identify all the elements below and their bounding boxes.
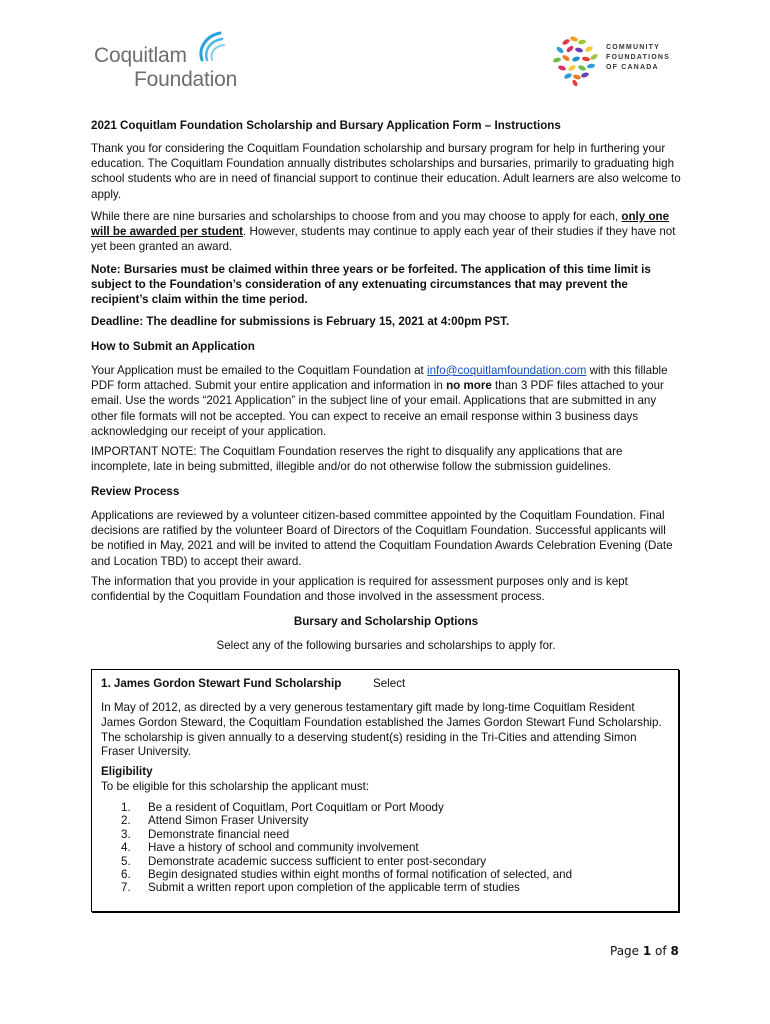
coquitlam-foundation-logo bbox=[92, 30, 242, 90]
eligibility-section bbox=[101, 765, 369, 795]
options-heading: Bursary and Scholarship Options bbox=[293, 615, 479, 628]
list-item bbox=[101, 828, 572, 841]
scholarship-name: 1. James Gordon Stewart Fund Scholarship bbox=[101, 677, 342, 690]
eligibility-list bbox=[101, 801, 572, 895]
list-number: 4. bbox=[121, 841, 131, 855]
choice-text-post: . However, students may continue to apply each year of their studies if they have not yet been granted an award. bbox=[91, 225, 676, 254]
scholarship-description: In May of 2012, as directed by a very generous testamentary gift made by long-time Coquitlam Resident James Gordon Steward, the Coquitlam Foundation established the James Gordon Stewart Fund Scholarship. The scholarship is given annually to a deserving student(s) residing in the Tri-Cities and attending Simon Fraser University. bbox=[101, 701, 662, 759]
criterion-text: Demonstrate academic success sufficient to enter post-secondary bbox=[148, 854, 487, 868]
email-link[interactable]: info@coquitlamfoundation.com bbox=[427, 364, 587, 377]
options-subheading: Select any of the following bursaries and scholarships to apply for. bbox=[216, 639, 556, 652]
criterion-text: Begin designated studies within eight months of formal notification of selected, and bbox=[148, 868, 573, 882]
community-foundations-canada-logo bbox=[552, 34, 692, 90]
list-number: 7. bbox=[121, 881, 131, 895]
criterion-text: Submit a written report upon completion of the applicable term of studies bbox=[148, 881, 520, 895]
eligibility-heading: Eligibility bbox=[101, 765, 153, 778]
page-number bbox=[610, 944, 679, 958]
list-number: 6. bbox=[121, 868, 131, 882]
how-text-mid: with this fillable PDF form attached. Submit your entire application and information in bbox=[91, 364, 668, 393]
list-item bbox=[101, 881, 572, 894]
criterion-text: Have a history of school and community involvement bbox=[148, 841, 419, 855]
privacy-paragraph: The information that you provide in your application is required for assessment purposes only and is kept confidential by the Coquitlam Foundation and those involved in the assessment process. bbox=[91, 575, 628, 604]
eligibility-intro: To be eligible for this scholarship the applicant must: bbox=[101, 779, 370, 793]
page-title: 2021 Coquitlam Foundation Scholarship and Bursary Application Form – Instructions bbox=[91, 119, 561, 132]
important-note: IMPORTANT NOTE: The Coquitlam Foundation reserves the right to disqualify any applications that are incomplete, late in being submitted, illegible and/or do not otherwise follow the submission guidelines. bbox=[91, 445, 623, 474]
cfc-line-1: COMMUNITY bbox=[606, 44, 660, 51]
list-item bbox=[101, 801, 572, 814]
deadline-paragraph: Deadline: The deadline for submissions is February 15, 2021 at 4:00pm PST. bbox=[91, 315, 510, 328]
list-item bbox=[101, 868, 572, 881]
list-item bbox=[101, 814, 572, 827]
scholarship-card bbox=[91, 669, 679, 912]
how-paragraph bbox=[91, 363, 681, 439]
cfc-wordmark bbox=[606, 43, 670, 73]
how-heading: How to Submit an Application bbox=[91, 340, 255, 353]
list-number: 5. bbox=[121, 854, 131, 868]
page-total: 8 bbox=[670, 944, 679, 958]
choice-text-pre: While there are nine bursaries and scholarships to choose from and you may choose to apply for each, bbox=[91, 210, 622, 223]
list-number: 2. bbox=[121, 814, 131, 828]
choice-paragraph bbox=[91, 209, 681, 255]
page-prefix: Page bbox=[610, 944, 643, 958]
review-paragraph: Applications are reviewed by a volunteer citizen-based committee appointed by the Coquitlam Foundation. Final decisions are ratified by the volunteer Board of Directors of the Coquitlam Foundation. Successful applicants will be notified in May, 2021 and will be invited to attend the Coquitlam Foundation Awards Celebration Evening (Date and Location TBD) to accept their award. bbox=[91, 509, 673, 568]
choice-emphasis: only one will be awarded per student bbox=[91, 210, 670, 239]
list-item bbox=[101, 841, 572, 854]
logo-word-foundation: Foundation bbox=[134, 68, 238, 91]
list-number: 3. bbox=[121, 827, 131, 841]
how-text-post: than 3 PDF files attached to your email. Use the words “2021 Application” in the subject line of your email. Applications that are submitted in any other file formats will not be accepted. You can expect to receive an email response within 3 business days acknowledging our receipt of your application. bbox=[91, 379, 664, 438]
how-emphasis: no more bbox=[446, 379, 492, 393]
criterion-text: Be a resident of Coquitlam, Port Coquitlam or Port Moody bbox=[148, 801, 444, 814]
criterion-text: Attend Simon Fraser University bbox=[148, 814, 309, 828]
maple-leaf-icon bbox=[552, 34, 602, 86]
select-field[interactable]: Select bbox=[373, 677, 406, 690]
intro-paragraph: Thank you for considering the Coquitlam Foundation scholarship and bursary program for help in furthering your education. The Coquitlam Foundation annually distributes scholarships and bursaries, primarily to graduating high school students who are in need of financial support to continue their education. Adult learners are also welcome to apply. bbox=[91, 142, 681, 201]
cfc-line-2: FOUNDATIONS bbox=[606, 54, 671, 61]
list-number: 1. bbox=[121, 801, 131, 814]
criterion-text: Demonstrate financial need bbox=[148, 827, 290, 841]
page-current: 1 bbox=[642, 944, 652, 958]
wave-icon bbox=[196, 30, 228, 64]
how-text-pre: Your Application must be emailed to the Coquitlam Foundation at bbox=[91, 364, 427, 377]
cfc-line-3: OF CANADA bbox=[606, 64, 659, 71]
note-paragraph: Note: Bursaries must be claimed within three years or be forfeited. The application of this time limit is subject to the Foundation’s consideration of any extenuating circumstances that may prevent the recipient’s claim within the time period. bbox=[91, 263, 651, 307]
list-item bbox=[101, 855, 572, 868]
review-heading: Review Process bbox=[91, 485, 180, 498]
page-of: of bbox=[651, 944, 671, 958]
logo-word-coquitlam: Coquitlam bbox=[94, 44, 187, 67]
